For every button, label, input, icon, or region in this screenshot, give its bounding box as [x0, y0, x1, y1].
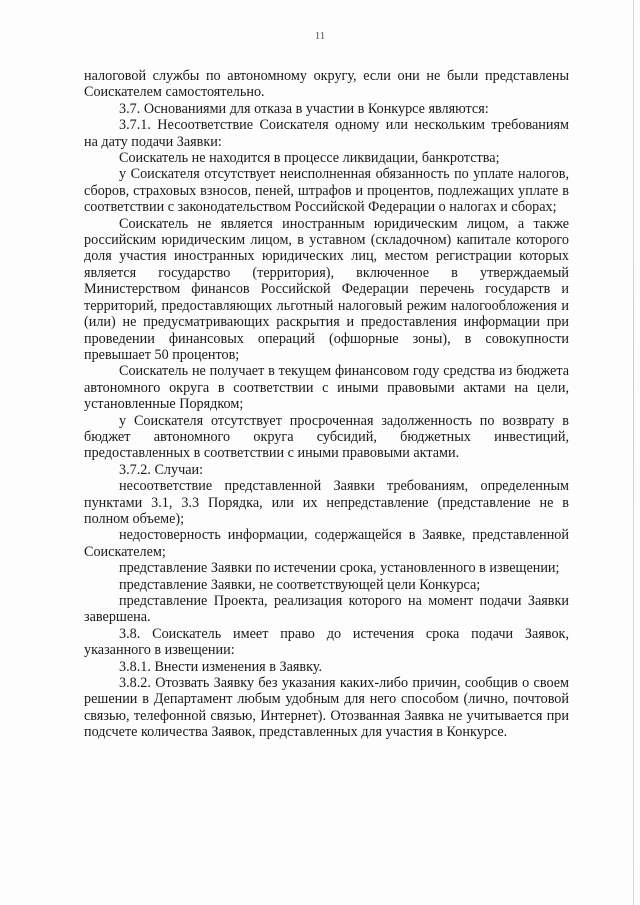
paragraph: 3.7. Основаниями для отказа в участии в Конкурсе являются:	[119, 100, 489, 117]
paragraph: несоответствие представленной Заявки требованиям, определенным пунктами 3.1, 3.3 Порядка, или их непредставление (представление не в полном объеме);	[84, 478, 569, 527]
document-body	[84, 68, 569, 741]
paragraph: Соискатель не является иностранным юридическим лицом, а также российским юридическим лицом, в уставном (складочном) капитале которого доля участия иностранных юридических лиц, местом регистрации которых является государство (территория), включенное в утверждаемый Министерством финансов Российской Федерации перечень государств и территорий, предоставляющих льготный налоговый режим налогообложения и (или) не предусматривающих раскрытия и предоставления информации при проведении финансовых операций (офшорные зоны), в совокупности превышает 50 процентов;	[84, 215, 569, 363]
paragraph: представление Заявки, не соответствующей цели Конкурса;	[119, 576, 481, 593]
paragraph: Соискатель не находится в процессе ликвидации, банкротства;	[119, 150, 500, 167]
paragraph: у Соискателя отсутствует просроченная задолженность по возврату в бюджет автономного округа субсидий, бюджетных инвестиций, предоставленных в соответствии с иными правовыми актами.	[84, 412, 569, 462]
paragraph: 3.7.1. Несоответствие Соискателя одному или нескольким требованиям на дату подачи Заявки:	[84, 117, 569, 150]
page-number: 11	[314, 30, 326, 42]
paragraph: у Соискателя отсутствует неисполненная обязанность по уплате налогов, сборов, страховых взносов, пеней, штрафов и процентов, подлежащих уплате в соответствии с законодательством Российской Федерации о налогах и сборах;	[84, 166, 569, 216]
paragraph: 3.8.2. Отозвать Заявку без указания каких-либо причин, сообщив о своем решении в Департамент любым удобным для него способом (лично, почтовой связью, телефонной связью, Интернет). Отозванная Заявка не учитывается при подсчете количества Заявок, представленных для участия в Конкурсе.	[84, 675, 569, 741]
paragraph: Соискатель не получает в текущем финансовом году средства из бюджета автономного округа в соответствии с иными правовыми актами на цели, установленные Порядком;	[84, 363, 569, 413]
paragraph: 3.7.2. Случаи:	[119, 461, 204, 478]
paragraph: недостоверность информации, содержащейся в Заявке, представленной Соискателем;	[84, 527, 569, 560]
paragraph: 3.8. Соискатель имеет право до истечения срока подачи Заявок, указанного в извещении:	[84, 625, 569, 659]
paragraph: представление Заявки по истечении срока, установленного в извещении;	[119, 560, 560, 577]
paragraph: 3.8.1. Внести изменения в Заявку.	[119, 658, 323, 675]
paragraph: налоговой службы по автономному округу, если они не были представлены Соискателем самостоятельно.	[84, 68, 569, 101]
page-edge-shadow	[633, 0, 634, 905]
paragraph: представление Проекта, реализация которого на момент подачи Заявки завершена.	[84, 593, 569, 626]
